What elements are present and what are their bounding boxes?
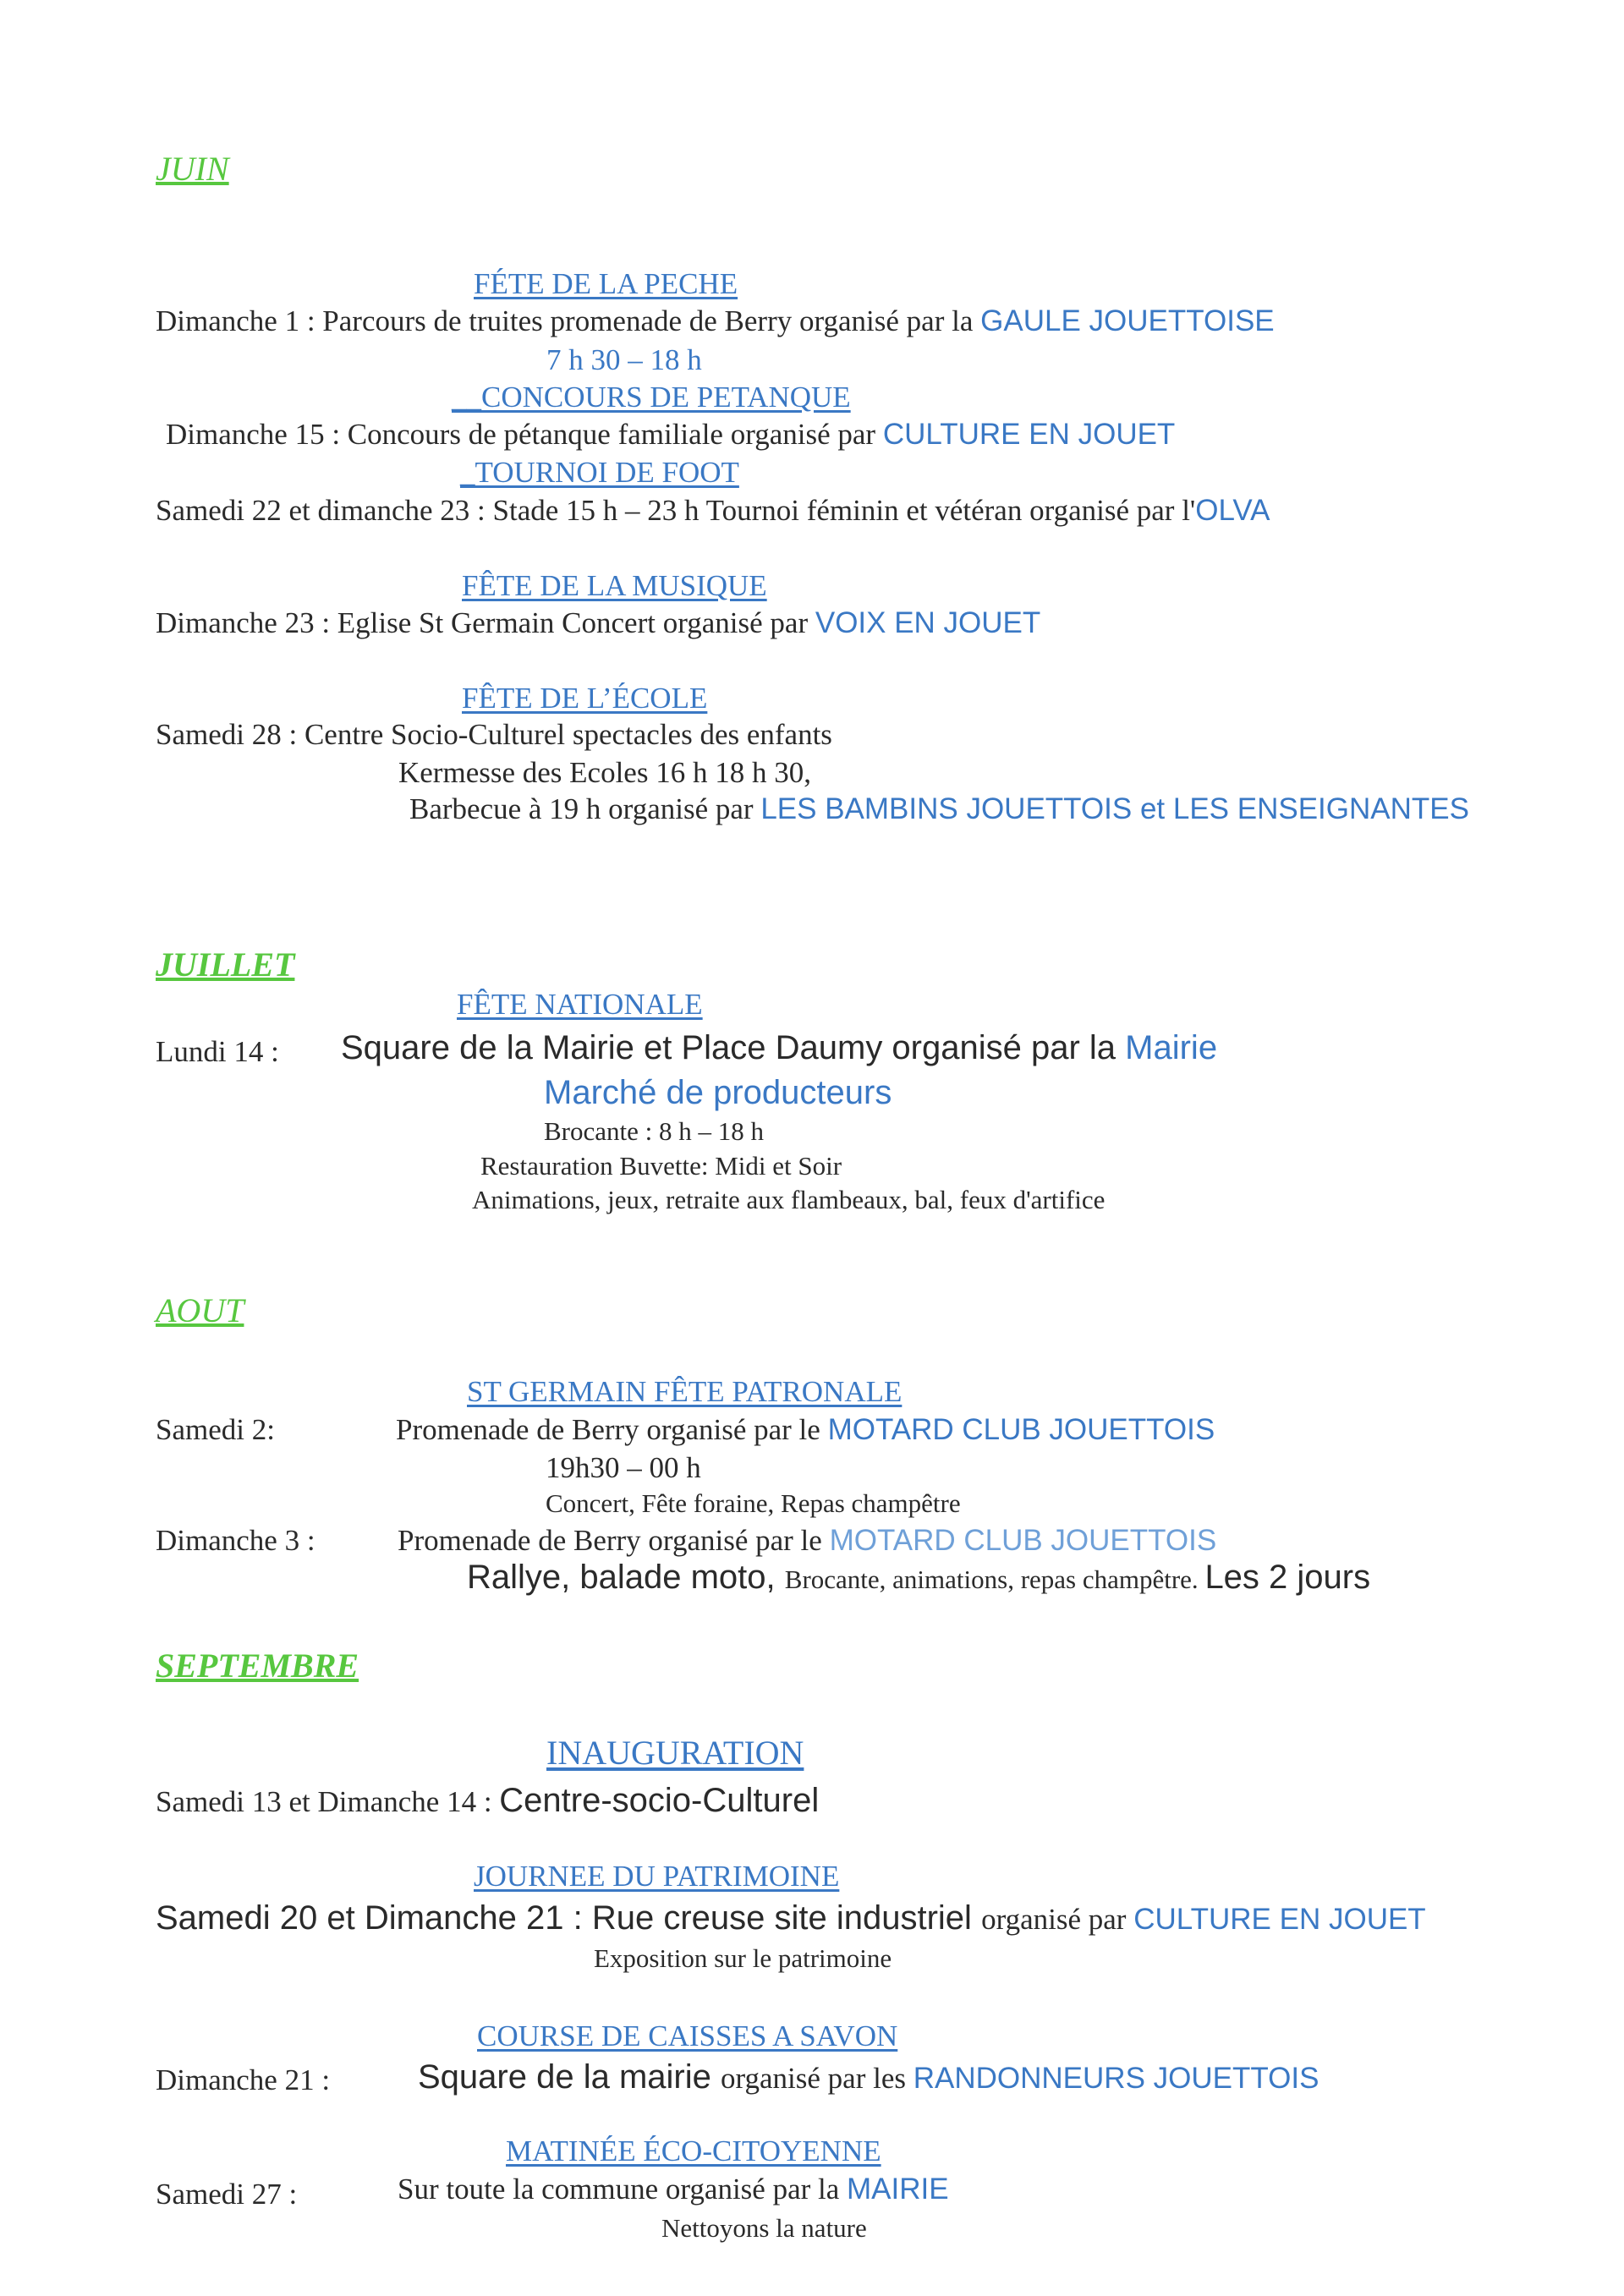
event-line-ecole-1: Samedi 28 : Centre Socio-Culturel spectacles des enfants — [156, 718, 832, 751]
event-day-eco: Samedi 27 : — [156, 2178, 298, 2211]
event-title-eco: MATINÉE ÉCO-CITOYENNE — [506, 2134, 881, 2167]
event-title-patronale: ST GERMAIN FÊTE PATRONALE — [467, 1375, 903, 1408]
event-title-petanque: __CONCOURS DE PETANQUE — [452, 381, 851, 414]
month-aout: AOUT — [156, 1291, 244, 1329]
event-line-ecole-2: Kermesse des Ecoles 16 h 18 h 30, — [398, 756, 811, 789]
event-hours-patronale: 19h30 – 00 h — [546, 1451, 701, 1484]
event-title-inauguration: INAUGURATION — [546, 1734, 804, 1772]
event-title-caisses: COURSE DE CAISSES A SAVON — [477, 2019, 898, 2052]
event-day-caisses: Dimanche 21 : — [156, 2063, 331, 2096]
event-line-foot: Samedi 22 et dimanche 23 : Stade 15 h – 23 h Tournoi féminin et vétéran organisé par l'OLVA — [156, 494, 1270, 527]
event-line-peche: Dimanche 1 : Parcours de truites promenade de Berry organisé par la GAULE JOUETTOISE — [156, 304, 1275, 337]
event-marche: Marché de producteurs — [544, 1074, 892, 1111]
event-day-dimanche-3: Dimanche 3 : — [156, 1524, 315, 1557]
month-juillet: JUILLET — [156, 945, 295, 984]
event-title-nationale: FÊTE NATIONALE — [457, 988, 703, 1021]
event-line-dimanche-3: Promenade de Berry organisé par le MOTARD CLUB JOUETTOIS — [398, 1524, 1217, 1557]
event-day-nationale: Lundi 14 : — [156, 1035, 279, 1068]
event-title-peche: FÉTE DE LA PECHE — [474, 267, 738, 300]
event-title-musique: FÊTE DE LA MUSIQUE — [462, 569, 767, 602]
event-rallye: Rallye, balade moto, Brocante, animations, repas champêtre. Les 2 jours — [467, 1559, 1371, 1596]
event-line-patrimoine: Samedi 20 et Dimanche 21 : Rue creuse site industriel organisé par CULTURE EN JOUET — [156, 1899, 1426, 1937]
event-line-nationale: Square de la Mairie et Place Daumy organisé par la Mairie — [341, 1029, 1218, 1066]
event-nettoyons: Nettoyons la nature — [661, 2213, 867, 2243]
event-line-petanque: Dimanche 15 : Concours de pétanque familiale organisé par CULTURE EN JOUET — [166, 418, 1176, 451]
event-concert: Concert, Fête foraine, Repas champêtre — [546, 1488, 961, 1518]
event-title-foot: _TOURNOI DE FOOT — [460, 456, 739, 489]
event-line-ecole-3: Barbecue à 19 h organisé par LES BAMBINS JOUETTOIS et LES ENSEIGNANTES — [409, 792, 1469, 825]
event-line-eco: Sur toute la commune organisé par la MAIRIE — [398, 2173, 949, 2206]
event-brocante: Brocante : 8 h – 18 h — [544, 1116, 765, 1146]
event-line-samedi-2: Promenade de Berry organisé par le MOTARD CLUB JOUETTOIS — [396, 1413, 1215, 1446]
event-hours-peche: 7 h 30 – 18 h — [546, 343, 702, 376]
event-line-caisses: Square de la mairie organisé par les RANDONNEURS JOUETTOIS — [418, 2058, 1320, 2096]
month-septembre: SEPTEMBRE — [156, 1647, 359, 1685]
event-restauration: Restauration Buvette: Midi et Soir — [480, 1151, 842, 1181]
event-title-ecole: FÊTE DE L’ÉCOLE — [462, 682, 708, 715]
event-exposition: Exposition sur le patrimoine — [594, 1943, 892, 1973]
event-title-patrimoine: JOURNEE DU PATRIMOINE — [474, 1860, 840, 1893]
event-animations: Animations, jeux, retraite aux flambeaux, bal, feux d'artifice — [472, 1185, 1106, 1214]
month-juin: JUIN — [156, 150, 229, 188]
event-line-musique: Dimanche 23 : Eglise St Germain Concert organisé par VOIX EN JOUET — [156, 606, 1041, 639]
event-day-samedi-2: Samedi 2: — [156, 1413, 275, 1446]
event-line-inauguration: Samedi 13 et Dimanche 14 : Centre-socio-Culturel — [156, 1782, 820, 1819]
